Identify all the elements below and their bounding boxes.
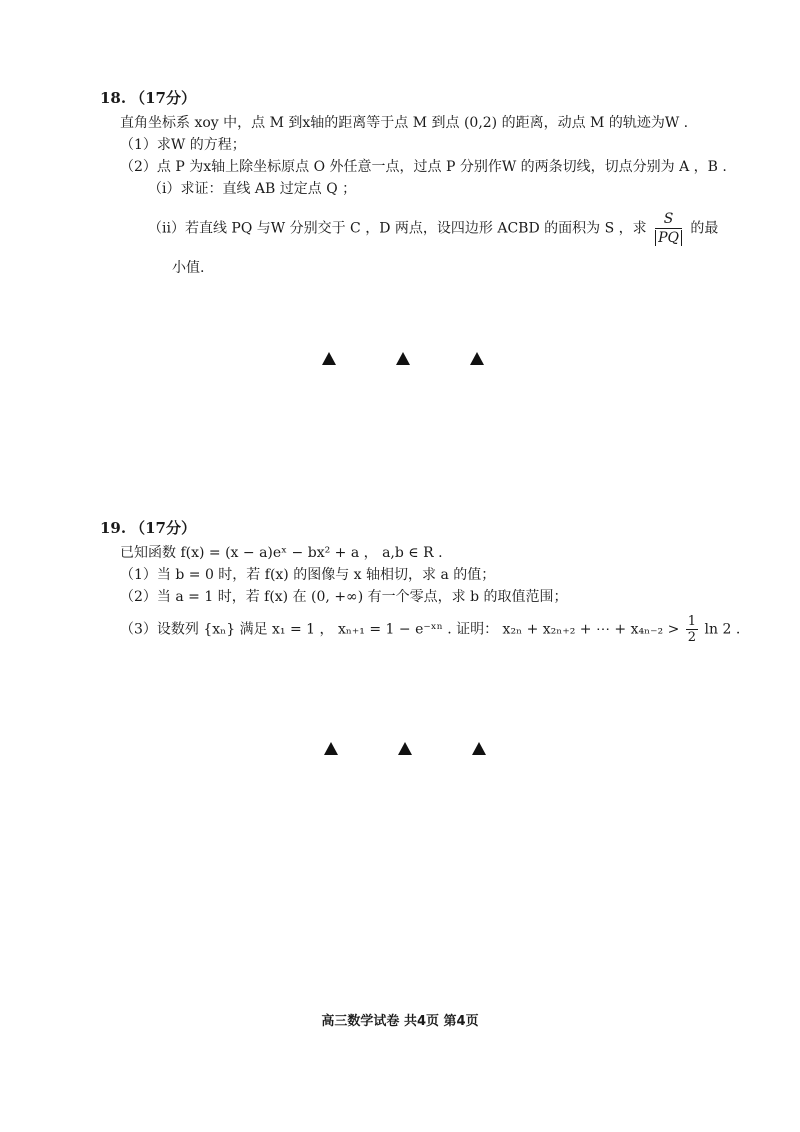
problem-score: （17分）: [130, 89, 196, 107]
problem-19-stem: 已知函数 f(x) = (x − a)eˣ − bx² + a ， a,b ∈ R .: [120, 545, 443, 561]
triangle-icon: [396, 352, 410, 365]
problem-18-part-2-i: （i）求证：直线 AB 过定点 Q ；: [148, 181, 357, 197]
problem-19: [100, 518, 741, 645]
part-text-end: ln 2 .: [704, 621, 741, 638]
problem-number: 18.: [100, 89, 127, 107]
problem-19-part-3: [100, 614, 741, 645]
problem-19-heading: [100, 518, 720, 538]
fraction-numerator: 1: [687, 614, 697, 629]
problem-18-stem: 直角坐标系 xoy 中，点 M 到x轴的距离等于点 M 到点 (0,2) 的距离，动点 M 的轨迹为W .: [120, 115, 689, 131]
fraction-one-half: [686, 614, 698, 645]
problem-18-part-2-ii: [100, 210, 720, 247]
part-text-end: 的最: [690, 220, 719, 237]
fraction-denominator: 2: [687, 630, 697, 645]
problem-18: [100, 88, 727, 279]
problem-19-part-2: （2）当 a = 1 时，若 f(x) 在 (0, +∞) 有一个零点，求 b 的取值范围；: [120, 589, 568, 605]
part-text: （3）设数列 {xₙ} 满足 x₁ = 1 ， xₙ₊₁ = 1 − e⁻ˣⁿ . 证明： x₂ₙ + x₂ₙ₊₂ + ⋯ + x₄ₙ₋₂ >: [120, 621, 680, 638]
page-footer: 高三数学试卷 共4页 第4页: [321, 1014, 479, 1029]
triangle-icon: [470, 352, 484, 365]
fraction-s-over-pq: [655, 210, 682, 247]
problem-number: 19.: [100, 519, 127, 537]
triangle-icon: [322, 352, 336, 365]
problem-18-part-2-ii-cont: 小值.: [172, 260, 205, 276]
problem-score: （17分）: [130, 519, 196, 537]
fraction-numerator: S: [655, 210, 682, 229]
problem-18-part-2: （2）点 P 为x轴上除坐标原点 O 外任意一点，过点 P 分别作W 的两条切线，切点分别为 A ，B .: [120, 159, 727, 175]
problem-18-part-1: （1）求W 的方程；: [120, 137, 246, 153]
fraction-denominator: [655, 229, 682, 247]
problem-19-part-1: （1）当 b = 0 时，若 f(x) 的图像与 x 轴相切，求 a 的值；: [120, 567, 496, 583]
separator-row-1: [0, 352, 800, 376]
triangle-icon: [324, 742, 338, 755]
triangle-icon: [472, 742, 486, 755]
triangle-icon: [398, 742, 412, 755]
separator-row-2: [0, 742, 800, 766]
problem-18-heading: [100, 88, 720, 108]
abs-value: PQ: [655, 230, 682, 246]
part-text: （ii）若直线 PQ 与W 分别交于 C ，D 两点，设四边形 ACBD 的面积为 S ，求: [148, 220, 647, 237]
